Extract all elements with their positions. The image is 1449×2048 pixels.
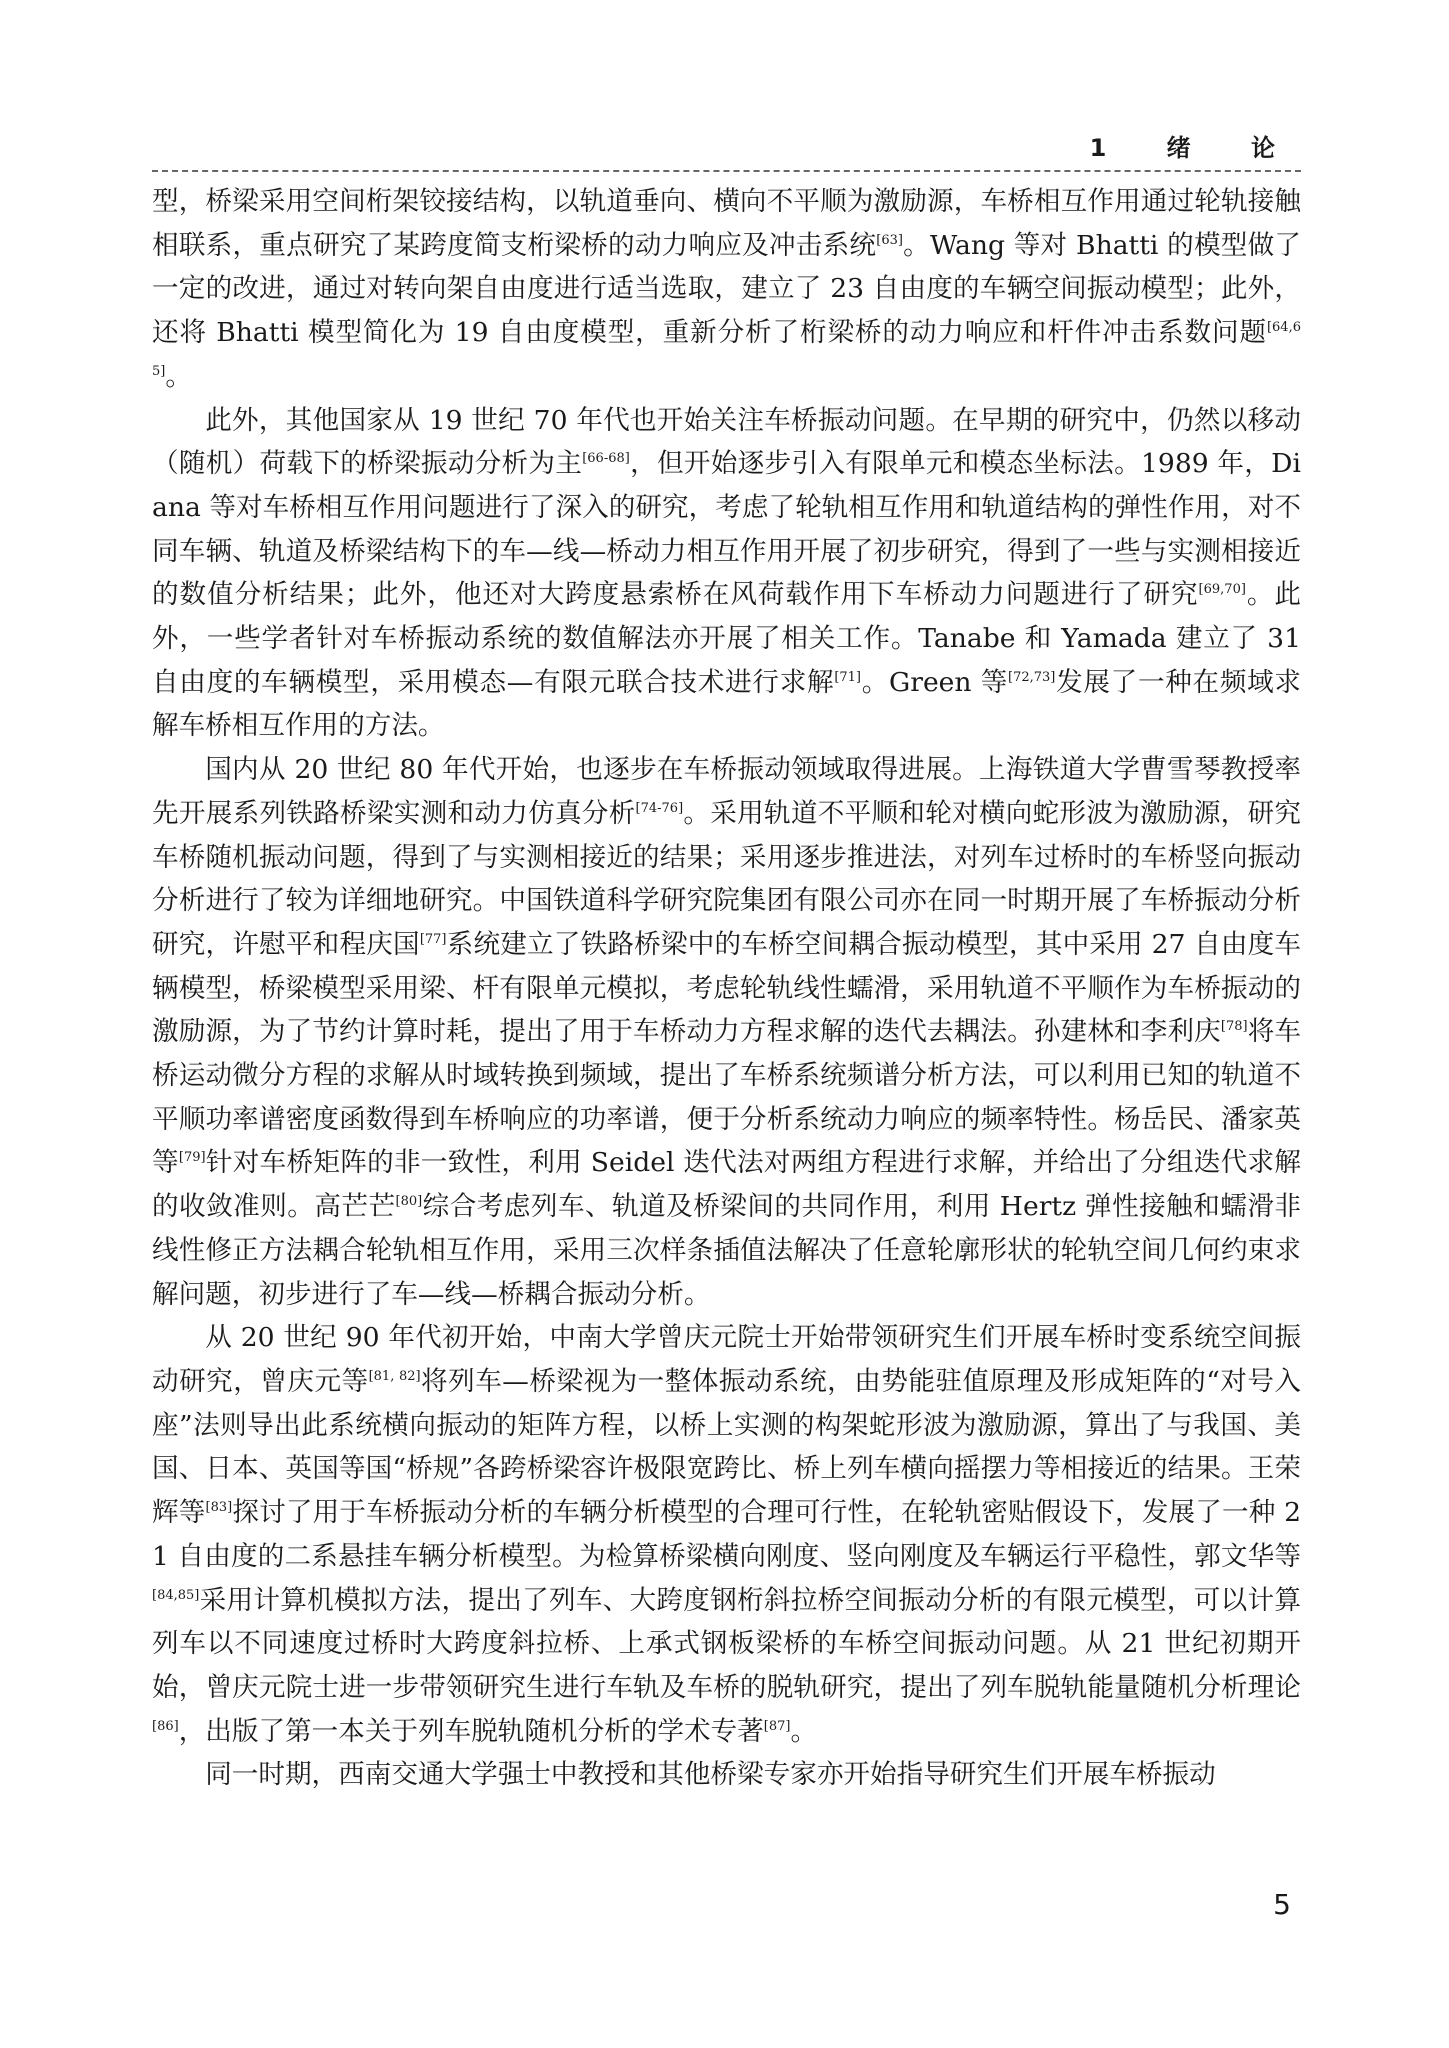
citation-ref: [87] [763,1718,791,1734]
text-segment: ，出版了第一本关于列车脱轨随机分析的学术专著 [178,1715,764,1747]
text-segment: 。Green 等 [861,666,1008,698]
citation-ref: [71] [834,669,861,685]
text-segment: 。 [165,360,192,392]
body-text [152,180,1301,1797]
text-segment: 。采用轨道不平顺和轮对横向蛇形波为激励源，研究车桥随机振动问题，得到了与实测相接近的结果；采用逐步推进法，对列车过桥时的车桥竖向振动分析进行了较为详细地研究。中国铁道科学研究院集团有限公司亦在同一时期开展了车桥振动分析研究，许慰平和程庆国 [152,797,1301,960]
text-segment: 将车桥运动微分方程的求解从时域转换到频域，提出了车桥系统频谱分析方法，可以利用已知的轨道不平顺功率谱密度函数得到车桥响应的功率谱，便于分析系统动力响应的频率特性。杨岳民、潘家英等 [152,1016,1302,1179]
text-segment: 从 20 世纪 90 年代初开始，中南大学曾庆元院士开始带领研究生们开展车桥时变系统空间振动研究，曾庆元等 [152,1322,1301,1397]
paragraph [152,399,1301,749]
text-segment: 此外，其他国家从 19 世纪 70 年代也开始关注车桥振动问题。在早期的研究中，仍然以移动（随机）荷载下的桥梁振动分析为主 [152,404,1301,480]
text-segment: 发展了一种在频域求解车桥相互作用的方法。 [152,666,1302,742]
text-segment: 探讨了用于车桥振动分析的车辆分析模型的合理可行性，在轮轨密贴假设下，发展了一种 21 自由度的二系悬挂车辆分析模型。为检算桥梁横向刚度、竖向刚度及车辆运行平稳性，郭文华等 [152,1497,1302,1572]
paragraph [152,1316,1301,1753]
text-segment: 。此外，一些学者针对车桥振动系统的数值解法亦开展了相关工作。Tanabe 和 Yamada 建立了 31 自由度的车辆模型，采用模态—有限元联合技术进行求解 [152,579,1302,698]
citation-ref: [66-68] [582,451,630,467]
text-segment: 同一时期，西南交通大学强士中教授和其他桥梁专家亦开始指导研究生们开展车桥振动 [205,1759,1216,1791]
paragraph [152,1753,1301,1797]
text-segment: 将列车—桥梁视为一整体振动系统，由势能驻值原理及形成矩阵的“对号入座”法则导出此系统横向振动的矩阵方程，以桥上实测的构架蛇形波为激励源，算出了与我国、美国、日本、英国等国“桥规”各跨桥梁容许极限宽跨比、桥上列车横向摇摆力等相接近的结果。王荣辉等 [152,1365,1302,1529]
paragraph [152,180,1301,399]
citation-ref: [63] [876,232,903,248]
citation-ref: [84,85] [152,1587,200,1603]
text-segment: 型，桥梁采用空间桁架铰接结构，以轨道垂向、横向不平顺为激励源，车桥相互作用通过轮轨接触相联系，重点研究了某跨度简支桁梁桥的动力响应及冲击系统 [152,186,1301,261]
page-number: 5 [1273,1888,1291,1921]
citation-ref: [69,70] [1198,582,1246,598]
text-segment: 采用计算机模拟方法，提出了列车、大跨度钢桁斜拉桥空间振动分析的有限元模型，可以计算列车以不同速度过桥时大跨度斜拉桥、上承式钢板梁桥的车桥空间振动问题。从 21 世纪初期开始，曾庆元院士进一步带领研究生进行车轨及车桥的脱轨研究，提出了列车脱轨能量随机分析理论 [152,1584,1301,1703]
text-segment: 。Wang 等对 Bhatti 的模型做了一定的改进，通过对转向架自由度进行适当选取，建立了 23 自由度的车辆空间振动模型；此外，还将 Bhatti 模型简化为 19 自由度模型，重新分析了桁梁桥的动力响应和杆件冲击系数问题 [152,229,1302,349]
citation-ref: [77] [419,931,447,947]
paragraph [152,748,1301,1316]
text-segment: ，但开始逐步引入有限单元和模态坐标法。1989 年，Diana 等对车桥相互作用问题进行了深入的研究，考虑了轮轨相互作用和轨道结构的弹性作用，对不同车辆、轨道及桥梁结构下的车—线—桥动力相互作用开展了初步研究，得到了一些与实测相接近的数值分析结果；此外，他还对大跨度悬索桥在风荷载作用下车桥动力问题进行了研究 [152,448,1302,611]
text-segment: 系统建立了铁路桥梁中的车桥空间耦合振动模型，其中采用 27 自由度车辆模型，桥梁模型采用梁、杆有限单元模拟，考虑轮轨线性蠕滑，采用轨道不平顺作为车桥振动的激励源，为了节约计算时耗，提出了用于车桥动力方程求解的迭代去耦法。孙建林和李利庆 [152,928,1302,1048]
citation-ref: [81, 82] [368,1368,421,1384]
citation-ref: [80] [395,1194,423,1210]
citation-ref: [74-76] [635,800,684,816]
text-segment: 国内从 20 世纪 80 年代开始，也逐步在车桥振动领域取得进展。上海铁道大学曹雪琴教授率先开展系列铁路桥梁实测和动力仿真分析 [152,754,1301,829]
citation-ref: [83] [205,1500,233,1516]
citation-ref: [64,65] [152,320,1301,379]
citation-ref: [79] [178,1150,206,1166]
citation-ref: [78] [1220,1019,1248,1035]
citation-ref: [72,73] [1008,669,1056,685]
running-header-title: 1 绪 论 [1089,134,1301,162]
text-segment: 针对车桥矩阵的非一致性，利用 Seidel 迭代法对两组方程进行求解，并给出了分组迭代求解的收敛准则。高芒芒 [152,1147,1301,1223]
citation-ref: [86] [152,1718,179,1734]
text-segment: 综合考虑列车、轨道及桥梁间的共同作用，利用 Hertz 弹性接触和蠕滑非线性修正方法耦合轮轨相互作用，采用三次样条插值法解决了任意轮廓形状的轮轨空间几何约束求解问题，初步进行了车—线—桥耦合振动分析。 [152,1191,1302,1310]
text-segment: 。 [790,1715,818,1747]
header-divider [152,170,1301,172]
